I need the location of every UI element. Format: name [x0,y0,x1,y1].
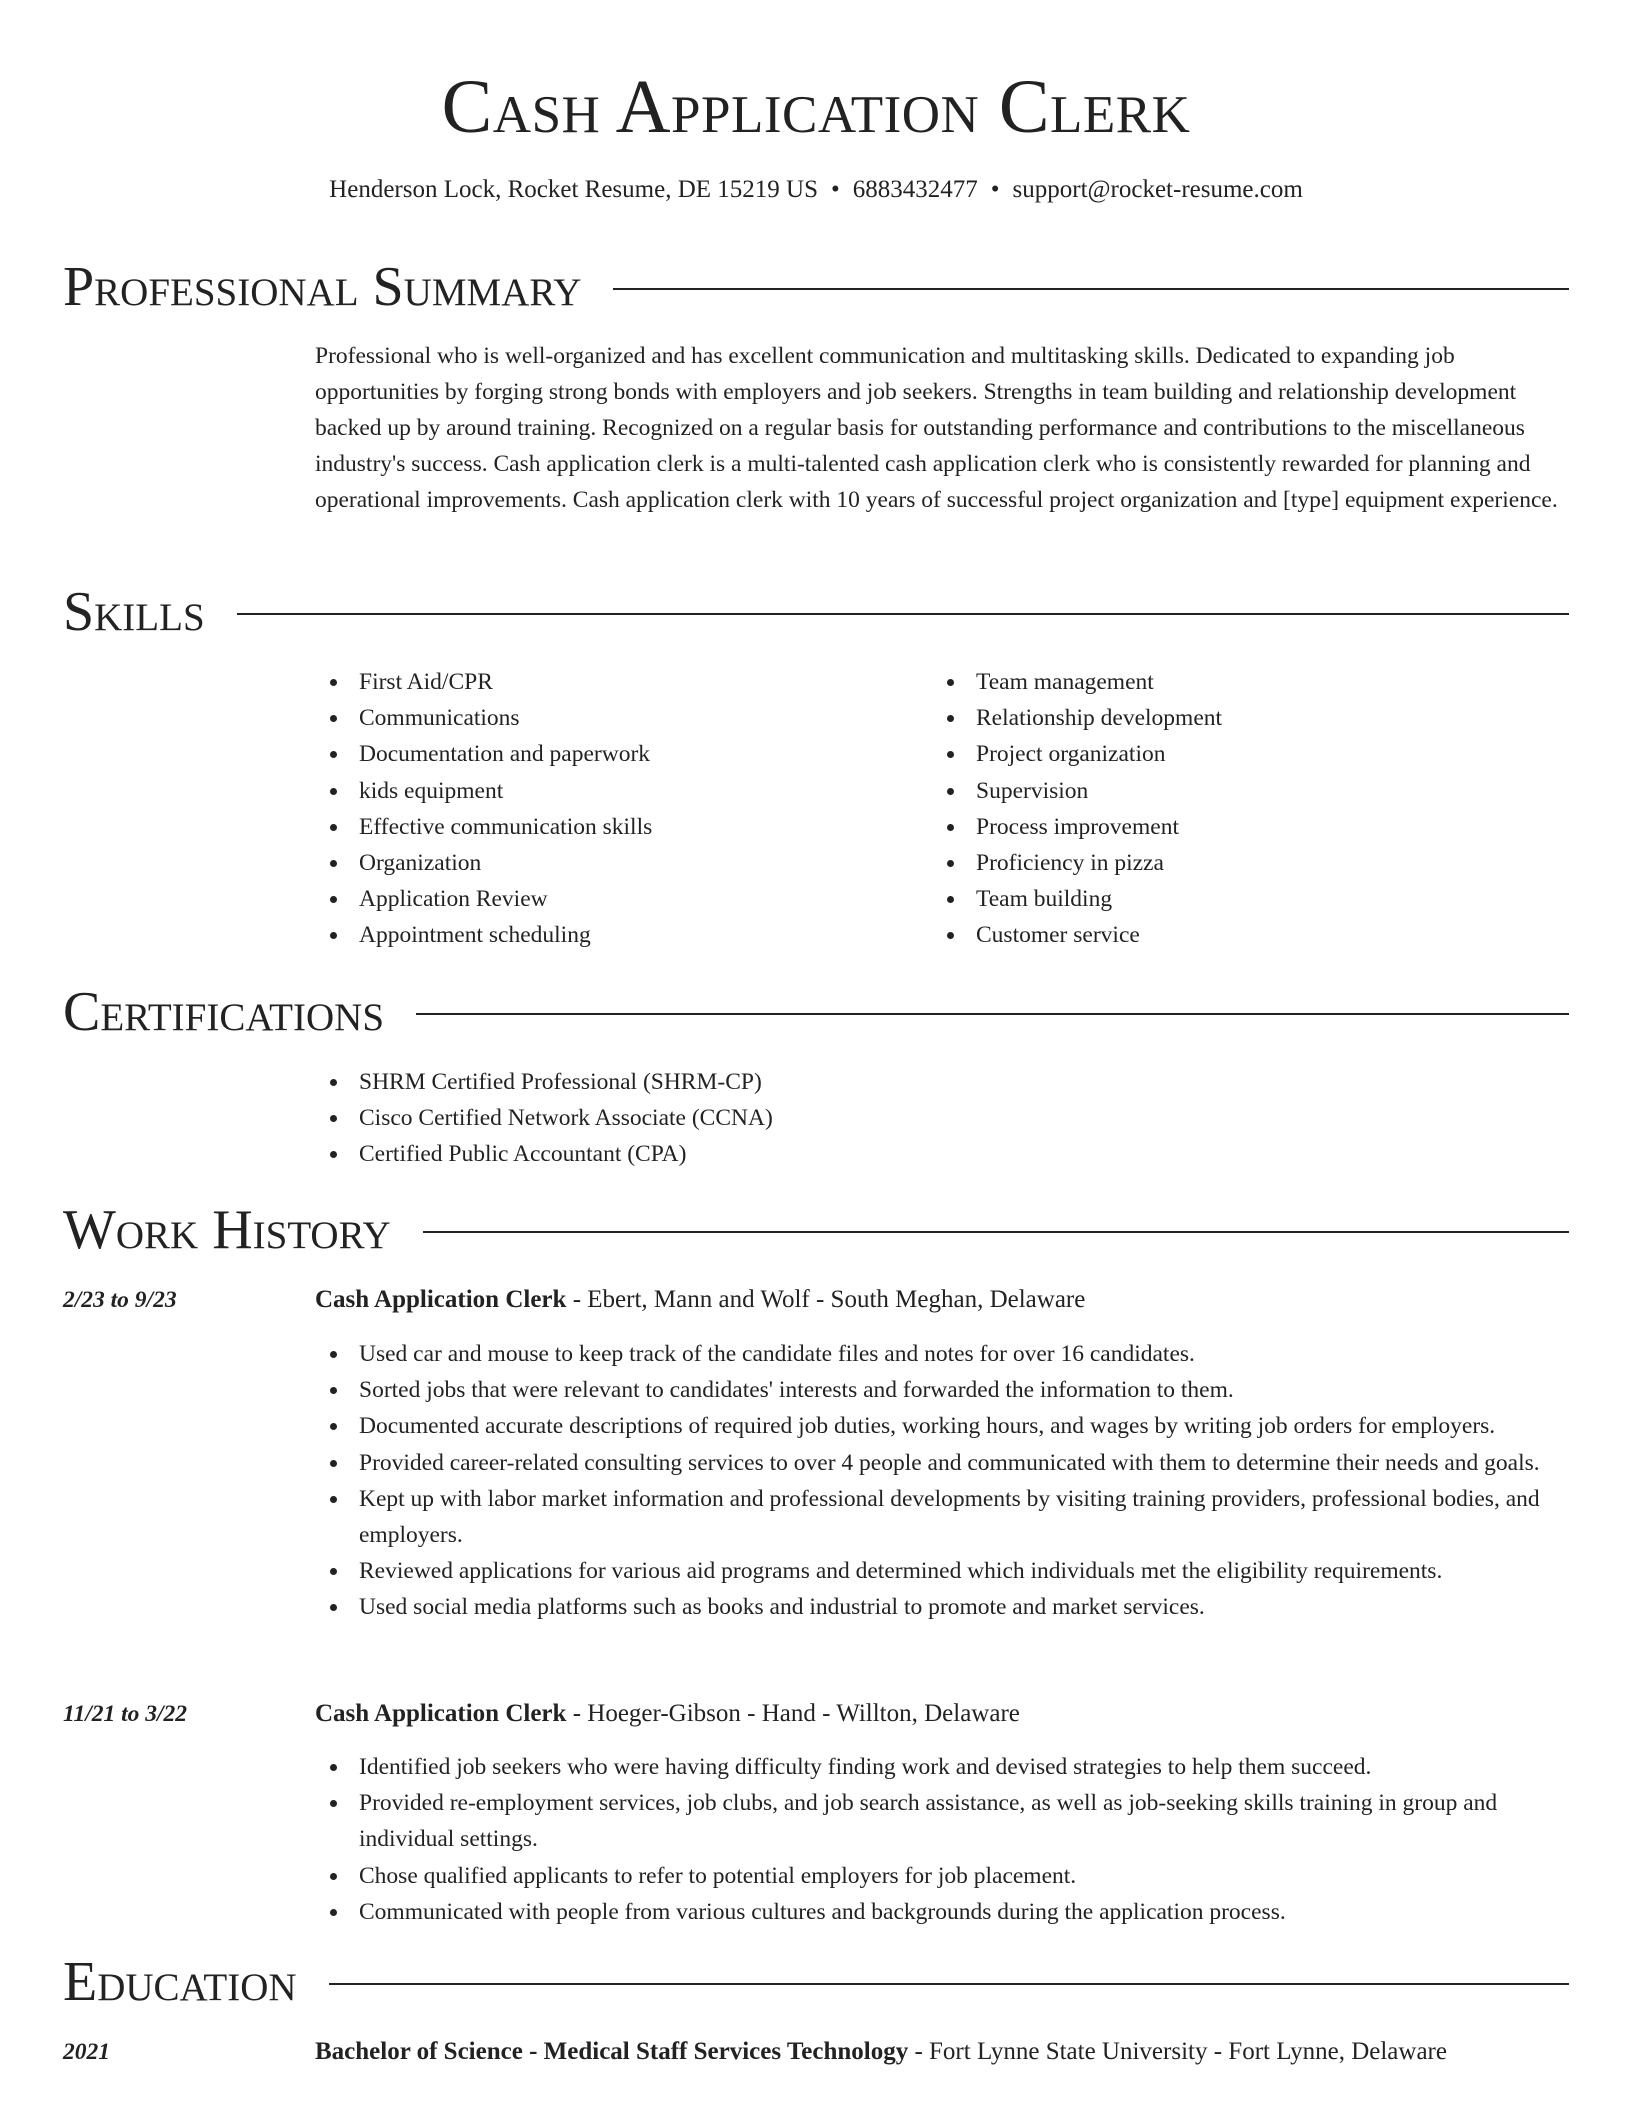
skill-item: Documentation and paperwork [315,736,915,772]
skill-item: Customer service [932,917,1532,953]
work-section-header [63,1198,1569,1262]
skill-item: First Aid/CPR [315,664,915,700]
duty-item: Provided career-related consulting services to over 4 people and communicated with them to determine their needs and goals. [315,1445,1577,1481]
job-title: Cash Application Clerk [315,1700,567,1727]
skill-item: Project organization [932,736,1532,772]
education-section-header [63,1950,1569,2014]
contact-phone: 6883432477 [852,176,978,203]
certification-item: Certified Public Accountant (CPA) [315,1136,1215,1172]
skill-item: Application Review [315,881,915,917]
skill-item: Proficiency in pizza [932,845,1532,881]
skill-item: kids equipment [315,773,915,809]
skill-item: Relationship development [932,700,1532,736]
summary-heading: Professional Summary [63,256,582,318]
job-heading [315,1283,1085,1317]
certifications-heading: Certifications [63,981,385,1043]
job-employer: - Hoeger-Gibson - Hand - Willton, Delaware [566,1700,1020,1727]
summary-text: Professional who is well-organized and has excellent communication and multitasking skills. Dedicated to expanding job opportunities by forging strong bonds with employers and job seekers. Strengths in team building and relationship development backed up by around training. Recognized on a regular basis for outstanding performance and contributions to the miscellaneous industry's success. Cash application clerk is a multi-talented cash application clerk who is consistently rewarded for planning and operational improvements. Cash application clerk with 10 years of successful project organization and [type] equipment experience. [315,343,1558,513]
duty-item: Kept up with labor market information and professional developments by visiting training providers, professional bodies, and employers. [315,1481,1577,1553]
education-school: - Fort Lynne State University - Fort Lynne, Delaware [908,2038,1447,2065]
certifications-section-header [63,980,1569,1044]
section-divider [329,1983,1569,1985]
certification-item: Cisco Certified Network Associate (CCNA) [315,1100,1215,1136]
job-duties-list [315,1749,1577,1930]
duty-item: Used social media platforms such as books and industrial to promote and market services. [315,1589,1577,1625]
contact-address: Henderson Lock, Rocket Resume, DE 15219 US [329,176,818,203]
section-divider [416,1013,1569,1015]
skill-item: Communications [315,700,915,736]
contact-line [0,173,1632,207]
contact-email[interactable]: support@rocket-resume.com [1012,176,1303,203]
skills-section-header [63,580,1569,644]
duty-item: Used car and mouse to keep track of the candidate files and notes for over 16 candidates. [315,1336,1577,1372]
skill-item: Team building [932,881,1532,917]
section-divider [237,613,1569,615]
education-year: 2021 [63,2039,110,2065]
section-divider [613,288,1569,290]
contact-separator: • [830,176,840,203]
summary-section-header [63,255,1569,319]
education-degree: Bachelor of Science - Medical Staff Services Technology [315,2038,909,2065]
skills-list-right [932,664,1532,954]
job-dates: 2/23 to 9/23 [63,1287,177,1313]
skills-list-left [315,664,915,954]
duty-item: Documented accurate descriptions of required job duties, working hours, and wages by writing job orders for employers. [315,1408,1577,1444]
certifications-list [315,1064,1215,1173]
duty-item: Reviewed applications for various aid programs and determined which individuals met the eligibility requirements. [315,1553,1577,1589]
skill-item: Process improvement [932,809,1532,845]
skill-item: Team management [932,664,1532,700]
education-heading-line [315,2035,1447,2069]
job-employer: - Ebert, Mann and Wolf - South Meghan, Delaware [566,1286,1086,1313]
education-heading: Education [63,1951,297,2013]
skill-item: Supervision [932,773,1532,809]
duty-item: Communicated with people from various cultures and backgrounds during the application process. [315,1894,1577,1930]
skills-heading: Skills [63,581,205,643]
resume-name: Cash Application Clerk [441,65,1191,149]
work-heading: Work History [63,1199,391,1261]
duty-item: Sorted jobs that were relevant to candidates' interests and forwarded the information to them. [315,1372,1577,1408]
contact-separator: • [990,176,1000,203]
skill-item: Appointment scheduling [315,917,915,953]
duty-item: Identified job seekers who were having difficulty finding work and devised strategies to help them succeed. [315,1749,1577,1785]
duty-item: Provided re-employment services, job clubs, and job search assistance, as well as job-seeking skills training in group and individual settings. [315,1785,1577,1857]
job-dates: 11/21 to 3/22 [63,1701,188,1727]
skill-item: Effective communication skills [315,809,915,845]
job-duties-list [315,1336,1577,1626]
duty-item: Chose qualified applicants to refer to potential employers for job placement. [315,1858,1577,1894]
section-divider [423,1231,1569,1233]
skill-item: Organization [315,845,915,881]
job-heading [315,1697,1020,1731]
job-title: Cash Application Clerk [315,1286,567,1313]
certification-item: SHRM Certified Professional (SHRM-CP) [315,1064,1215,1100]
